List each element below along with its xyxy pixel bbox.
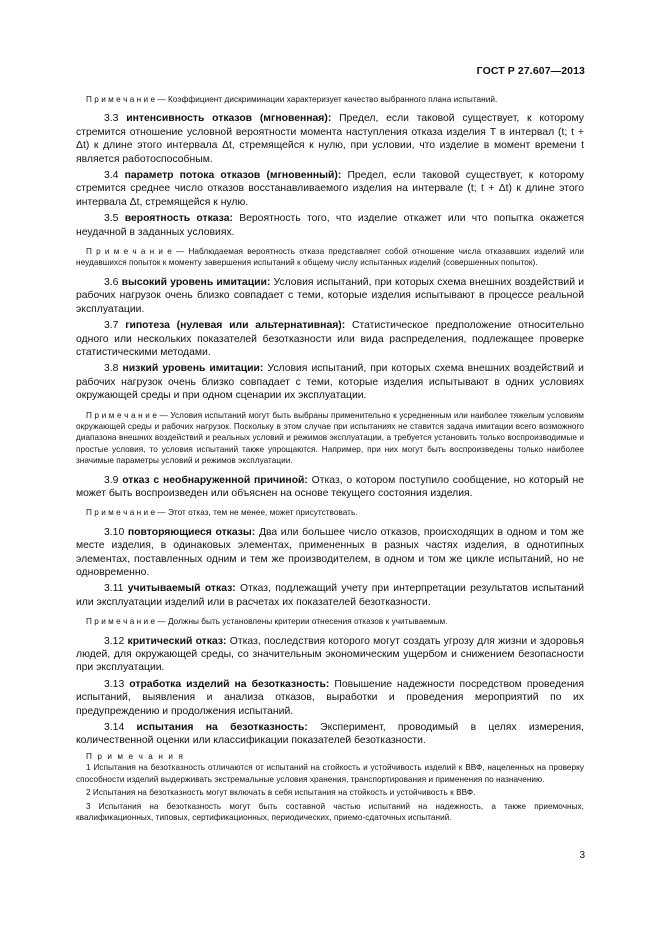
section-3-13: 3.13 отработка изделий на безотказность: Повышение надежности посредством проведения испытаний, выявления и анализа отказов, выработки и проведения мероприятий по их предупреждению и продолжения испытаний. xyxy=(76,678,584,717)
term: гипотеза (нулевая или альтернативная): xyxy=(125,320,346,332)
section-3-6: 3.6 высокий уровень имитации: Условия испытаний, при которых схема внешних воздействий и рабочих нагрузок очень близко совпадает с теми, которые изделия испытывают в процессе реальной эксплуатации. xyxy=(76,276,585,315)
term: вероятность отказа: xyxy=(124,213,233,225)
term: учитываемый отказ: xyxy=(127,583,236,595)
note-item: 2 Испытания на безотказность могут включать в себя испытания на стойкость и устойчивость к ВВФ. xyxy=(86,788,476,798)
term: отработка изделий на безотказность: xyxy=(129,678,330,690)
note-item: 1 Испытания на безотказность отличаются от испытаний на стойкость и устойчивость изделий к ВВФ, нацеленных на проверку способности изделий выдерживать экстремальные условия хранения, транспортирования и применения по назначению. xyxy=(76,763,584,784)
note: П р и м е ч а н и е — Должны быть установлены критерии отнесения отказов к учитываемым. xyxy=(86,617,448,627)
page-number: 3 xyxy=(579,850,585,861)
document-body xyxy=(76,94,584,830)
term: интенсивность отказов (мгновенная): xyxy=(126,113,332,125)
note-label: П р и м е ч а н и е — xyxy=(86,617,166,627)
note: П р и м е ч а н и е — Наблюдаемая вероятность отказа представляет собой отношение числа отказавших изделий или неудавшихся попыток к моменту завершения испытаний к общему числу испытанных изделий (совершенных попыток). xyxy=(76,247,584,268)
section-3-7: 3.7 гипотеза (нулевая или альтернативная): Статистическое предположение относительно одного или нескольких показателей безотказности или вида распределения, подлежащее проверке статистическими методами. xyxy=(76,320,585,358)
note: П р и м е ч а н и е — Этот отказ, тем не менее, может присутствовать. xyxy=(86,508,358,518)
section-3-12: 3.12 критический отказ: Отказ, последствия которого могут создать угрозу для жизни и здоровья людей, для окружающей среды, со значительным экономическим ущербом и снижением безопасности при эксплуатации. xyxy=(76,635,585,674)
term: испытания на безотказность: xyxy=(136,722,308,734)
section-3-9: 3.9 отказ с необнаруженной причиной: Отказ, о котором поступило сообщение, но который не может быть воспроизведен или объяснен на основе текущего состояния изделия. xyxy=(76,474,585,499)
note-item: 3 Испытания на безотказность могут быть составной частью испытаний на надежность, а также приемочных, квалификационных, типовых, сертификационных, периодических, приемо-сдаточных испытаний. xyxy=(76,801,584,822)
note: П р и м е ч а н и е — Условия испытаний могут быть выбраны применительно к усредненным или наиболее тяжелым условиям окружающей среды и рабочих нагрузок. Поскольку в этом случае при испытаниях не ставится задача имитации всего возможного диапазона внешних воздействий и реальных условий и режимов эксплуатации, а требуется установить только воспроизводимые и простые условия, то условия испытаний также упрощаются. Например, при них могут быть воспроизведены только наиболее значимые параметры условий и режимов эксплуатации. xyxy=(76,410,584,466)
term: параметр потока отказов (мгновенный): xyxy=(124,170,342,182)
note-label: П р и м е ч а н и е — xyxy=(86,247,185,257)
note-label: П р и м е ч а н и е — xyxy=(86,95,166,104)
note: П р и м е ч а н и е — Коэффициент дискриминации характеризует качество выбранного плана испытаний. xyxy=(86,95,498,104)
section-3-11: 3.11 учитываемый отказ: Отказ, подлежащий учету при интерпретации результатов испытаний или эксплуатации изделий или в расчетах их показателей безотказности. xyxy=(76,583,585,608)
document-code: ГОСТ Р 27.607—2013 xyxy=(476,65,585,77)
term: низкий уровень имитации: xyxy=(122,363,264,375)
note-label: П р и м е ч а н и е — xyxy=(86,410,168,420)
section-3-3: 3.3 интенсивность отказов (мгновенная): Предел, если таковой существует, к которому стремится отношение условной вероятности момента наступления отказа изделия T в интервал (t; t + Δt) к длине этого интервала Δt, стремящейся к нулю, при условии, что изделие в момент времени t является работоспособным. xyxy=(76,113,585,165)
note-label: П р и м е ч а н и е — xyxy=(86,508,166,518)
section-3-4: 3.4 параметр потока отказов (мгновенный): Предел, если таковой существует, к которому стремится среднее число отказов восстанавливаемого изделия на интервале (t; t + Δt) к длине этого интервала Δt, стремящейся к нулю. xyxy=(76,170,585,208)
term: отказ с необнаруженной причиной: xyxy=(122,474,308,486)
section-3-10: 3.10 повторяющиеся отказы: Два или большее число отказов, происходящих в одном и том же месте изделия, в одинаковых элементах, примененных в разных частях изделия, в однотипных элементах, поставленных одним и тем же производителем, в одном и том же цикле испытаний, но не одновременно. xyxy=(76,526,585,578)
term: повторяющиеся отказы: xyxy=(127,526,256,538)
notes-title: П р и м е ч а н и я xyxy=(86,751,185,761)
section-3-8: 3.8 низкий уровень имитации: Условия испытаний, при которых схема внешних воздействий и рабочих нагрузок очень близко совпадает с теми, которые изделия испытывают в одних условиях окружающей среды и при одном сценарии их эксплуатации. xyxy=(76,363,584,402)
term: критический отказ: xyxy=(127,635,227,647)
section-3-14: 3.14 испытания на безотказность: Эксперимент, проводимый в целях измерения, количественной оценки или классификации показателей безотказности. xyxy=(76,722,584,747)
section-3-5: 3.5 вероятность отказа: Вероятность того, что изделие откажет или что попытка окажется неудачной в заданных условиях. xyxy=(76,213,585,238)
term: высокий уровень имитации: xyxy=(121,276,271,288)
